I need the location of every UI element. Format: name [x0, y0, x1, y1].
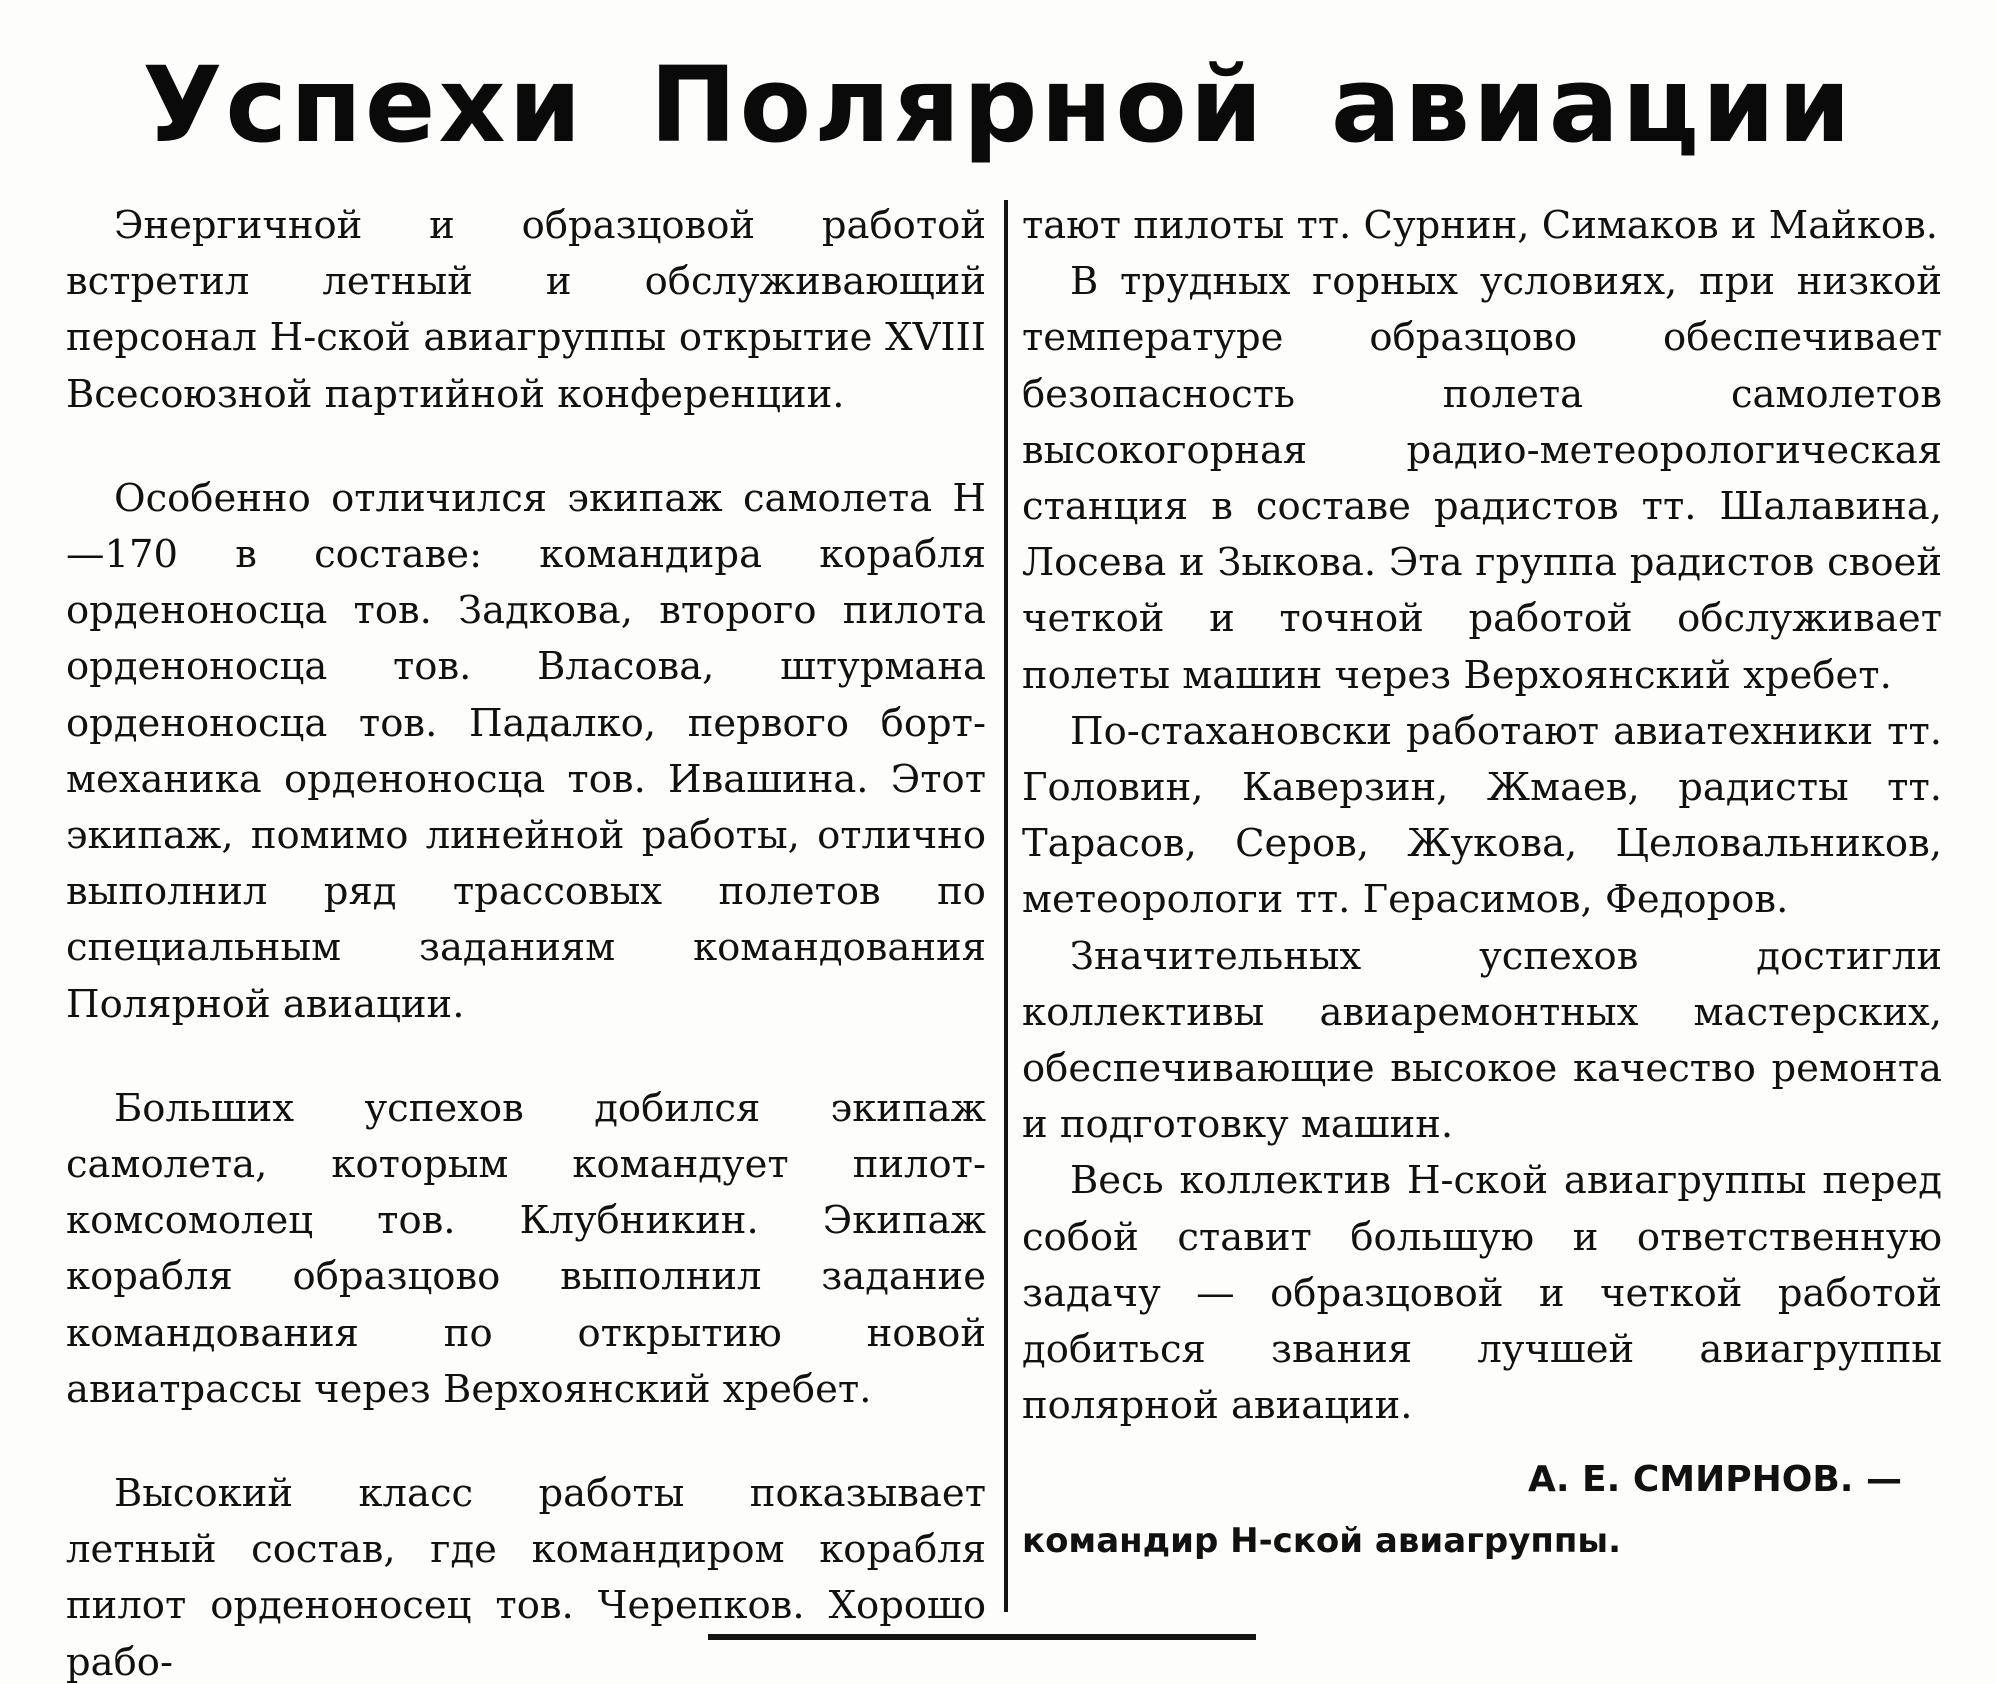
paragraph-workshops: Значительных успехов достигли коллективы авиаремонтных мастерских, обеспечивающие высокое качество ремонта и подготовку машин.: [1022, 933, 1942, 1148]
bottom-rule: [708, 1634, 1256, 1640]
paragraph-crew-klubnikin: Больших успехов добился экипаж самолета, которым командует пилот-комсомолец тов. Клубникин. Экипаж корабля образцово выполнил задание командования по открытию новой авиатрассы через Верхоянский хребет.: [66, 1085, 986, 1412]
paragraph-technicians: По-стахановски работают авиатехники тт. Головин, Каверзин, Жмаев, радисты тт. Тарасов, Серов, Жукова, Целовальников, метеорологи тт. Герасимов, Федоров.: [1022, 708, 1942, 923]
paragraph-closing: Весь коллектив Н-ской авиагруппы перед собой ставит большую и ответственную задачу — образцовой и четкой работой добиться звания лучшей авиагруппы полярной авиации.: [1022, 1158, 1942, 1429]
signature-name: А. Е. СМИРНОВ. —: [1527, 1459, 1902, 1501]
article-headline: Успехи Полярной авиации: [142, 44, 1854, 166]
paragraph-radio-station: В трудных горных условиях, при низкой температуре образцово обеспечивает безопасность полета самолетов высокогорная радио-метеорологическая станция в составе радистов тт. Шалавина, Лосева и Зыкова. Эта группа радистов своей четкой и точной работой обслуживает полеты машин через Верхоянский хребет.: [1022, 259, 1942, 698]
paragraph-continuation: тают пилоты тт. Сурнин, Симаков и Майков.: [1022, 203, 1938, 248]
paragraph-opening: Энергичной и образцовой работой встретил летный и обслуживающий персонал Н-ской авиагруппы открытие XVIII Всесоюзной партийной конференции.: [66, 203, 986, 417]
right-column: [1022, 198, 1942, 1570]
paragraph-crew-cherepkov: Высокий класс работы показывает летный состав, где командиром корабля пилот орденоносец тов. Черепков. Хорошо рабо-: [66, 1471, 986, 1684]
column-divider: [1004, 200, 1008, 1612]
left-column: [66, 198, 986, 1684]
signature-title: командир Н-ской авиагруппы.: [1022, 1521, 1622, 1562]
paragraph-crew-n170: Особенно отличился экипаж самолета Н—170 в составе: командира корабля орденоносца тов. Задкова, второго пилота орденоносца тов. Власова, штурмана орденоносца тов. Падалко, первого борт-механика орденоносца тов. Ивашина. Этот экипаж, помимо линейной работы, отлично выполнил ряд трассовых полетов по специальным заданиям командования Полярной авиации.: [66, 475, 986, 1027]
